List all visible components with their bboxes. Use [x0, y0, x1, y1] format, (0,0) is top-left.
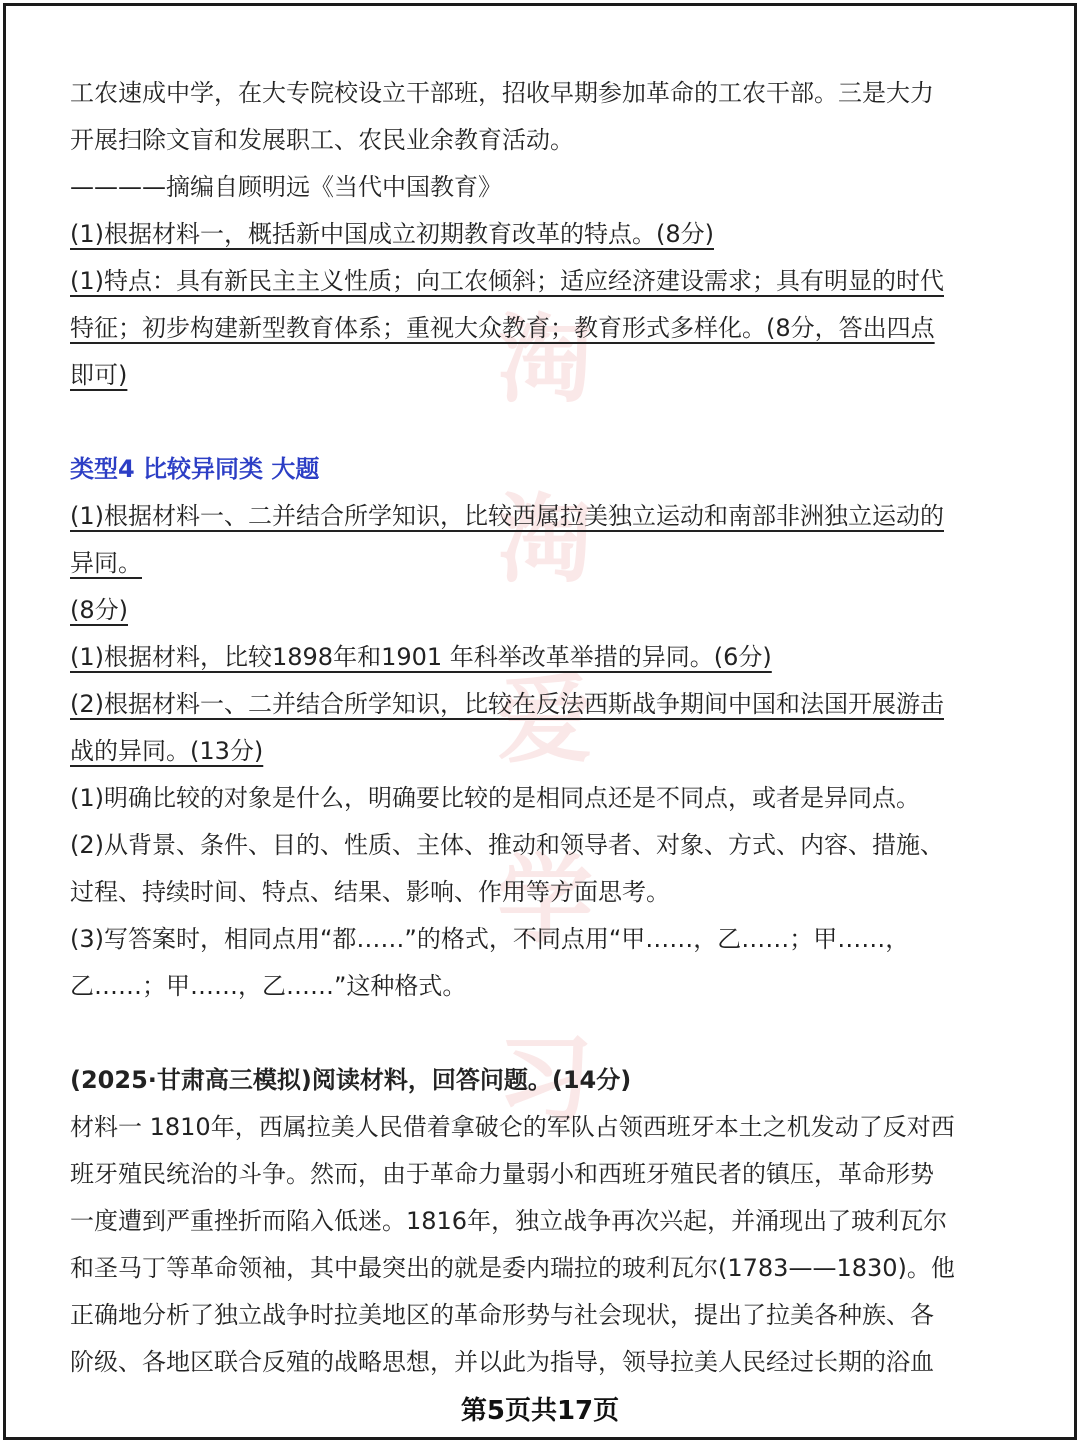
tip-text: (2)从背景、条件、目的、性质、主体、推动和领导者、对象、方式、内容、措施、: [70, 831, 944, 859]
tip-text: 乙……；甲……，乙……”这种格式。: [70, 972, 467, 1000]
watermark-char: 学: [497, 843, 593, 956]
intro-text: 开展扫除文盲和发展职工、农民业余教育活动。: [70, 126, 574, 154]
document-body: [70, 70, 1025, 1386]
tip-text: 过程、持续时间、特点、结果、影响、作用等方面思考。: [70, 878, 670, 906]
page-number: 第5页共17页: [460, 1396, 620, 1426]
question-text: 战的异同。(13分): [70, 737, 264, 765]
tip-text: (1)明确比较的对象是什么，明确要比较的是相同点还是不同点，或者是异同点。: [70, 784, 920, 812]
material-text: 班牙殖民统治的斗争。然而，由于革命力量弱小和西班牙殖民者的镇压，革命形势: [70, 1160, 934, 1188]
material-text: 一度遭到严重挫折而陷入低迷。1816年，独立战争再次兴起，并涌现出了玻利瓦尔: [70, 1207, 948, 1235]
material-text: 和圣马丁等革命领袖，其中最突出的就是委内瑞拉的玻利瓦尔(1783——1830)。他: [70, 1254, 955, 1282]
intro-text: 工农速成中学，在大专院校设立干部班，招收早期参加革命的工农干部。三是大力: [70, 79, 934, 107]
question-text: (1)根据材料，比较1898年和1901 年科举改革举措的异同。(6分): [70, 643, 772, 671]
question-text: (1)根据材料一，概括新中国成立初期教育改革的特点。(8分): [70, 220, 714, 248]
section-title: 类型4 比较异同类 大题: [70, 455, 320, 483]
exam-question-header: (2025·甘肃高三模拟)阅读材料，回答问题。(14分): [70, 1066, 632, 1094]
watermark-char: 淘: [497, 483, 593, 596]
material-text: 正确地分析了独立战争时拉美地区的革命形势与社会现状，提出了拉美各种族、各: [70, 1301, 934, 1329]
watermark-char: 淘: [497, 303, 593, 416]
watermark-char: 爱: [497, 663, 593, 776]
material-text: 阶级、各地区联合反殖的战略思想，并以此为指导，领导拉美人民经过长期的浴血: [70, 1348, 934, 1376]
tip-text: (3)写答案时，相同点用“都……”的格式，不同点用“甲……，乙……；甲……，: [70, 925, 910, 953]
material-text: 材料一 1810年，西属拉美人民借着拿破仑的军队占领西班牙本土之机发动了反对西: [70, 1113, 955, 1141]
source-citation: ————摘编自顾明远《当代中国教育》: [70, 173, 502, 201]
question-text: (1)根据材料一、二并结合所学知识，比较西属拉美独立运动和南部非洲独立运动的: [70, 502, 944, 530]
question-text: (2)根据材料一、二并结合所学知识，比较在反法西斯战争期间中国和法国开展游击: [70, 690, 944, 718]
question-score: (8分): [70, 596, 128, 624]
watermark-char: 习: [497, 1023, 593, 1136]
answer-text: 特征；初步构建新型教育体系；重视大众教育；教育形式多样化。(8分，答出四点: [70, 314, 935, 342]
question-text: 异同。: [70, 549, 142, 577]
answer-text: (1)特点：具有新民主主义性质；向工农倾斜；适应经济建设需求；具有明显的时代: [70, 267, 944, 295]
answer-text: 即可): [70, 361, 128, 389]
